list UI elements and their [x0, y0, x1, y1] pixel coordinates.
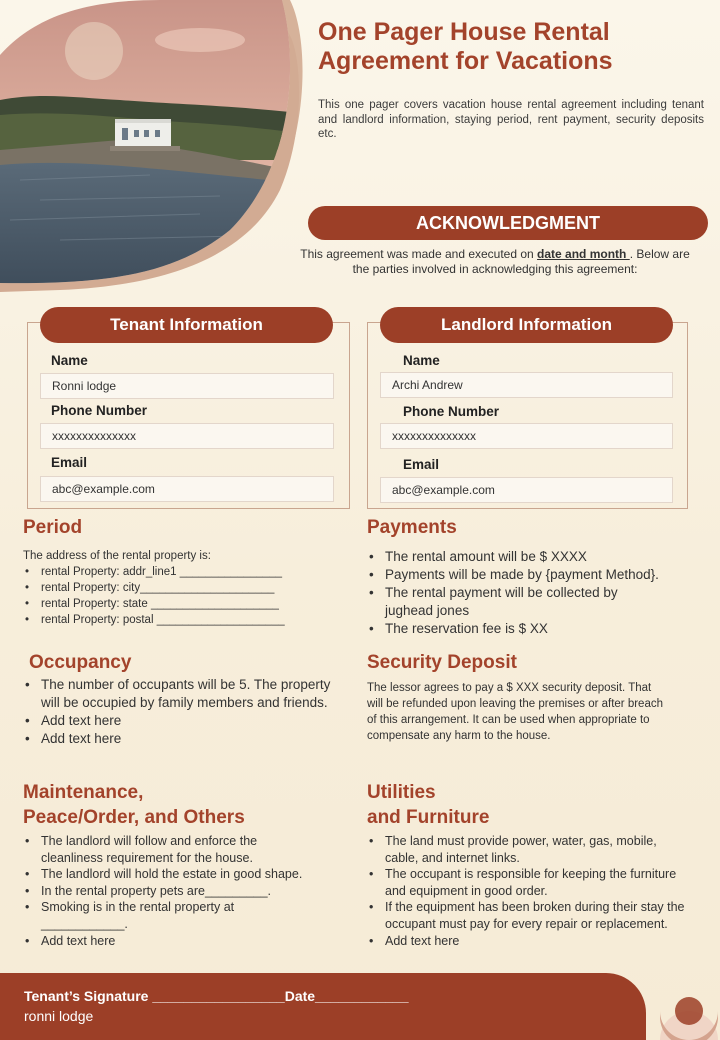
list-item: • The land must provide power, water, gas, mobile, cable, and internet links.	[367, 833, 687, 866]
decorative-semicircle	[658, 993, 720, 1040]
period-intro: The address of the rental property is:	[23, 550, 211, 562]
acknowledgment-banner: ACKNOWLEDGMENT	[308, 206, 708, 240]
list-item: • If the equipment has been broken during their stay the occupant must pay for every repair or replacement.	[367, 899, 687, 932]
payments-list	[367, 548, 697, 638]
acknowledgment-text	[300, 247, 690, 277]
list-item: • The occupant is responsible for keeping the furniture and equipment in good order.	[367, 866, 687, 899]
payments-title: Payments	[367, 517, 457, 538]
list-item: • The landlord will follow and enforce the cleanliness requirement for the house.	[23, 833, 303, 866]
ack-text-after: . Below are the parties involved in acknowledging this agreement:	[352, 247, 690, 276]
tenant-name-field[interactable]: Ronni lodge	[40, 373, 334, 399]
list-item: • In the rental property pets are_________.	[23, 883, 303, 900]
list-item: • Add text here	[23, 933, 303, 950]
occupancy-list	[23, 676, 343, 748]
list-item: • The rental amount will be $ XXXX	[367, 548, 697, 566]
list-item: • The rental payment will be collected by jughead jones	[367, 584, 637, 620]
landlord-info-header: Landlord Information	[380, 307, 673, 343]
period-title: Period	[23, 517, 83, 538]
header-photo	[0, 0, 310, 300]
maintenance-list	[23, 833, 303, 949]
tenant-email-label: Email	[51, 455, 88, 470]
maintenance-title-line1: Maintenance,	[23, 782, 144, 803]
landlord-phone-label: Phone Number	[403, 404, 500, 419]
landlord-name-field[interactable]: Archi Andrew	[380, 372, 673, 398]
intro-text: This one pager covers vacation house rental agreement including tenant and landlord information, staying period, rent payment, security deposits etc.	[318, 99, 704, 140]
list-item: • Add text here	[367, 933, 687, 950]
landlord-email-field[interactable]: abc@example.com	[380, 477, 673, 503]
landlord-email-label: Email	[403, 457, 440, 472]
list-item: • The number of occupants will be 5. The property will be occupied by family members and friends.	[23, 676, 343, 712]
list-item: • Payments will be made by {payment Method}.	[367, 566, 697, 584]
landlord-name-label: Name	[403, 353, 440, 368]
security-deposit-title: Security Deposit	[367, 652, 517, 673]
date-placeholder: date and month	[537, 247, 630, 261]
security-deposit-text: The lessor agrees to pay a $ XXX security deposit. That will be refunded upon leaving the premises or after breach of this arrangement. It can be used when appropriate to compensate any harm to the house.	[367, 682, 663, 742]
signature-line[interactable]: Tenant’s Signature _________________Date____________	[24, 988, 409, 1004]
utilities-title-line2: and Furniture	[367, 807, 490, 828]
tenant-name-label: Name	[51, 353, 88, 368]
decorative-circle	[65, 22, 123, 80]
utilities-list	[367, 833, 687, 949]
list-item: • rental Property: city_____________________	[23, 580, 285, 596]
landlord-phone-field[interactable]: xxxxxxxxxxxxxx	[380, 423, 673, 449]
utilities-title-line1: Utilities	[367, 782, 436, 803]
signature-footer	[0, 973, 646, 1040]
list-item: • Add text here	[23, 712, 343, 730]
ack-text-before: This agreement was made and executed on	[300, 247, 538, 261]
tenant-email-field[interactable]: abc@example.com	[40, 476, 334, 502]
occupancy-title: Occupancy	[29, 652, 132, 673]
tenant-phone-label: Phone Number	[51, 403, 148, 418]
list-item: • rental Property: addr_line1 ________________	[23, 564, 285, 580]
page-title: One Pager House Rental Agreement for Vacations	[318, 18, 613, 75]
tenant-phone-field[interactable]: xxxxxxxxxxxxxx	[40, 423, 334, 449]
list-item: • rental Property: postal ____________________	[23, 612, 285, 628]
tenant-info-header: Tenant Information	[40, 307, 333, 343]
maintenance-title-line2: Peace/Order, and Others	[23, 807, 245, 828]
list-item: • The reservation fee is $ XX	[367, 620, 697, 638]
period-list	[23, 564, 285, 628]
list-item: • rental Property: state ____________________	[23, 596, 285, 612]
signature-name: ronni lodge	[24, 1008, 94, 1024]
list-item: • The landlord will hold the estate in good shape.	[23, 866, 303, 883]
list-item: • Add text here	[23, 730, 343, 748]
house-by-sea-image	[0, 0, 310, 300]
list-item: • Smoking is in the rental property at ____________.	[23, 899, 273, 932]
